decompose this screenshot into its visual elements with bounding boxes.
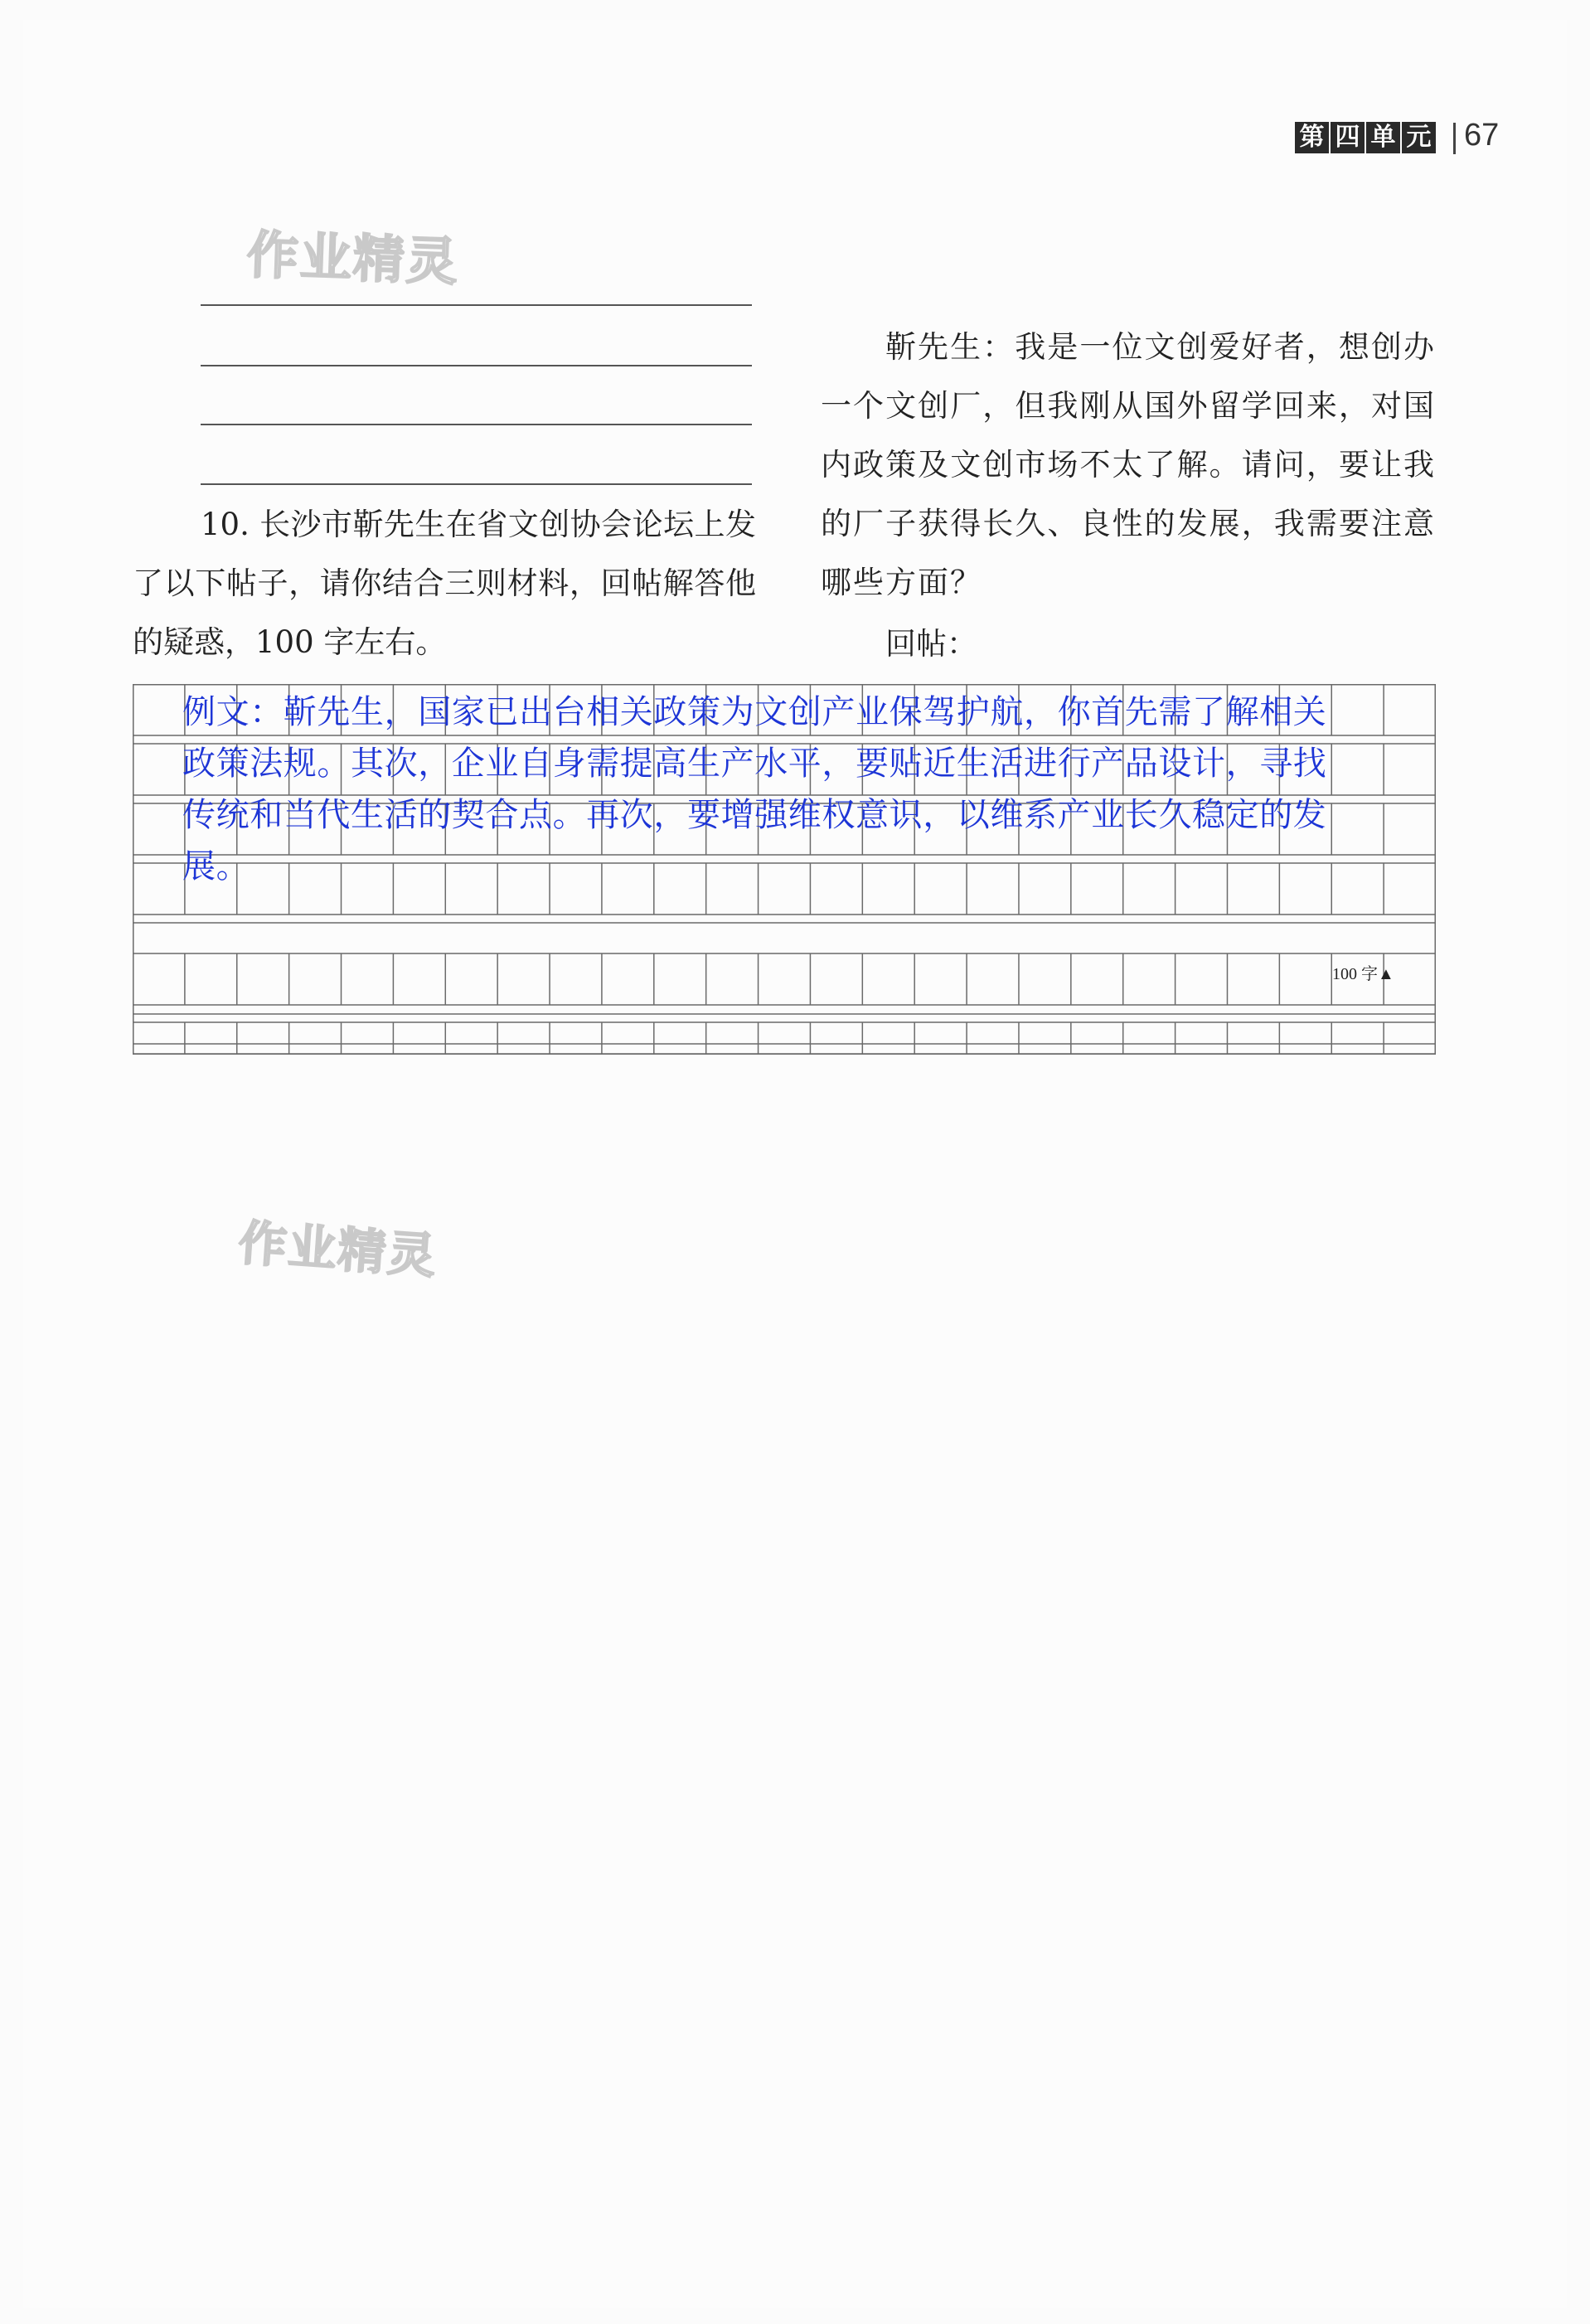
unit-char: 单 (1366, 122, 1400, 153)
answer-line: 展。 (182, 847, 250, 885)
reply-label: 回帖： (885, 626, 977, 662)
answer-blank-line[interactable] (201, 424, 752, 425)
watermark: 作业精灵 (245, 224, 461, 293)
page-number: 67 (1464, 118, 1500, 153)
header-divider (1453, 123, 1456, 154)
answer-blank-line[interactable] (201, 304, 752, 306)
answer-blank-line[interactable] (201, 483, 752, 485)
unit-char: 第 (1295, 122, 1329, 153)
watermark: 作业精灵 (236, 1214, 439, 1285)
char-count-marker: 100 字▲ (1332, 965, 1394, 983)
answer-line: 传统和当代生活的契合点。再次，要增强维权意识，以维系产业长久稳定的发 (182, 796, 1327, 834)
answer-line: 例文：靳先生，国家已出台相关政策为文创产业保驾护航，你首先需了解相关 (182, 693, 1327, 731)
unit-title (1295, 121, 1437, 154)
unit-char: 四 (1331, 122, 1365, 153)
answer-blank-line[interactable] (201, 365, 752, 366)
answer-line: 政策法规。其次，企业自身需提高生产水平，要贴近生活进行产品设计，寻找 (182, 745, 1327, 783)
question-text: 10. 长沙市靳先生在省文创协会论坛上发了以下帖子，请你结合三则材料，回帖解答他的疑惑，100 字左右。 (133, 507, 756, 660)
unit-char: 元 (1402, 122, 1436, 153)
forum-post-text: 靳先生：我是一位文创爱好者，想创办一个文创厂，但我刚从国外留学回来，对国内政策及文创市场不太了解。请问，要让我的厂子获得长久、良性的发展，我需要注意哪些方面？ (821, 329, 1436, 600)
